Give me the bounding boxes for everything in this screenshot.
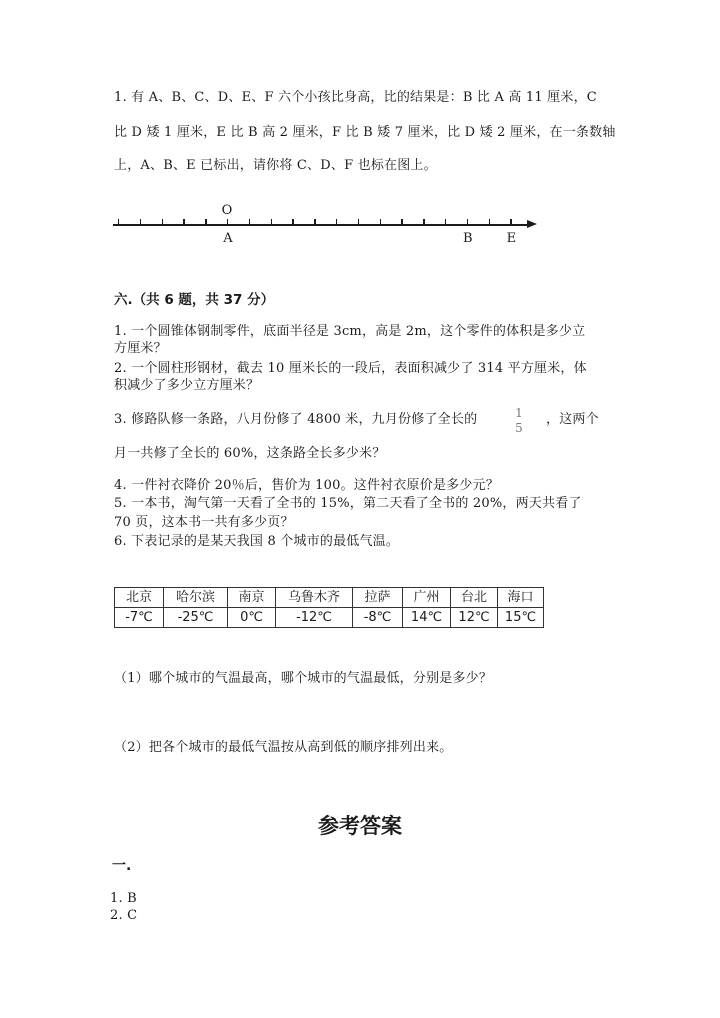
sub-question-1: （1）哪个城市的气温最高，哪个城市的气温最低，分别是多少？ — [114, 671, 493, 686]
table-cell-city: 哈尔滨 — [164, 588, 228, 608]
number-line-tick — [249, 219, 250, 225]
number-line-tick — [445, 219, 446, 225]
origin-label: O — [221, 203, 233, 218]
s6-q4: 4. 一件衬衣降价 20％后，售价为 100。这件衬衣原价是多少元？ — [114, 478, 499, 493]
number-line-tick — [314, 219, 315, 225]
answers-section-label: 一. — [112, 858, 132, 874]
s6-q6: 6. 下表记录的是某天我国 8 个城市的最低气温。 — [114, 534, 400, 549]
s6-q2-line-1: 2. 一个圆柱形钢材，截去 10 厘米长的一段后，表面积减少了 314 平方厘米，体 — [114, 361, 587, 376]
table-cell-city: 北京 — [115, 588, 164, 608]
s6-q1-line-1: 1. 一个圆锥体钢制零件，底面半径是 3cm，高是 2m，这个零件的体积是多少立 — [114, 324, 586, 339]
temperature-table — [114, 587, 544, 628]
point-label-e: E — [506, 231, 517, 246]
table-cell-city: 南京 — [228, 588, 276, 608]
number-line-tick — [467, 219, 468, 225]
fraction-numerator: 1 — [515, 406, 523, 420]
q1-line-3: 上，A、B、E 已标出，请你将 C、D、F 也标在图上。 — [114, 158, 437, 173]
table-cell-city: 海口 — [498, 588, 544, 608]
table-cell-city: 台北 — [451, 588, 498, 608]
table-cell-temp: 12℃ — [451, 608, 498, 628]
table-cell-temp: -25℃ — [164, 608, 228, 628]
table-row-temps — [115, 608, 544, 628]
number-line-tick — [183, 219, 184, 225]
number-line-tick — [489, 219, 490, 225]
number-line-tick — [380, 219, 381, 225]
s6-q5-line-2: 70 页，这本书一共有多少页？ — [114, 515, 294, 530]
number-line-tick — [401, 219, 402, 225]
s6-q2-line-2: 积减少了多少立方厘米？ — [114, 378, 260, 393]
number-line-tick — [510, 219, 511, 225]
s6-q3-line-2: 月一共修了全长的 60%，这条路全长多少米？ — [114, 446, 386, 461]
s6-q3-line-1b: ，这两个 — [546, 412, 599, 427]
table-cell-city: 广州 — [403, 588, 451, 608]
fraction-denominator: 5 — [515, 421, 523, 435]
number-line-tick — [205, 219, 206, 225]
table-cell-temp: 15℃ — [498, 608, 544, 628]
number-line-axis — [113, 224, 531, 226]
s6-q5-line-1: 5. 一本书，淘气第一天看了全书的 15%，第二天看了全书的 20%，两天共看了 — [114, 496, 582, 511]
number-line — [110, 200, 540, 250]
arrow-right-icon — [527, 220, 537, 228]
number-line-tick — [162, 219, 163, 225]
number-line-tick — [227, 219, 228, 225]
answer-item-2: 2. C — [110, 908, 138, 923]
number-line-tick — [358, 219, 359, 225]
point-label-b: B — [463, 231, 473, 246]
q1-line-1: 1. 有 A、B、C、D、E、F 六个小孩比身高，比的结果是：B 比 A 高 11 厘米，C — [114, 90, 597, 105]
table-row-cities — [115, 588, 544, 608]
answers-title: 参考答案 — [318, 814, 402, 838]
section-6-heading: 六.（共 6 题，共 37 分） — [114, 292, 275, 308]
table-cell-temp: 0℃ — [228, 608, 276, 628]
answer-item-1: 1. B — [110, 891, 137, 906]
table-cell-temp: -8℃ — [353, 608, 403, 628]
q1-line-2: 比 D 矮 1 厘米，E 比 B 高 2 厘米，F 比 B 矮 7 厘米，比 D 矮 2 厘米，在一条数轴 — [114, 125, 616, 140]
table-cell-city: 拉萨 — [353, 588, 403, 608]
table-cell-temp: 14℃ — [403, 608, 451, 628]
number-line-tick — [336, 219, 337, 225]
sub-question-2: （2）把各个城市的最低气温按从高到低的顺序排列出来。 — [114, 740, 453, 755]
table-cell-temp: -12℃ — [276, 608, 353, 628]
table-cell-city: 乌鲁木齐 — [276, 588, 353, 608]
number-line-tick — [423, 219, 424, 225]
number-line-tick — [118, 219, 119, 225]
s6-q3-line-1a: 3. 修路队修一条路，八月份修了 4800 米，九月份修了全长的 — [114, 412, 478, 427]
table-cell-temp: -7℃ — [115, 608, 164, 628]
point-label-a: A — [223, 231, 233, 246]
number-line-tick — [271, 219, 272, 225]
s6-q1-line-2: 方厘米？ — [114, 341, 167, 356]
number-line-tick — [140, 219, 141, 225]
number-line-tick — [292, 219, 293, 225]
